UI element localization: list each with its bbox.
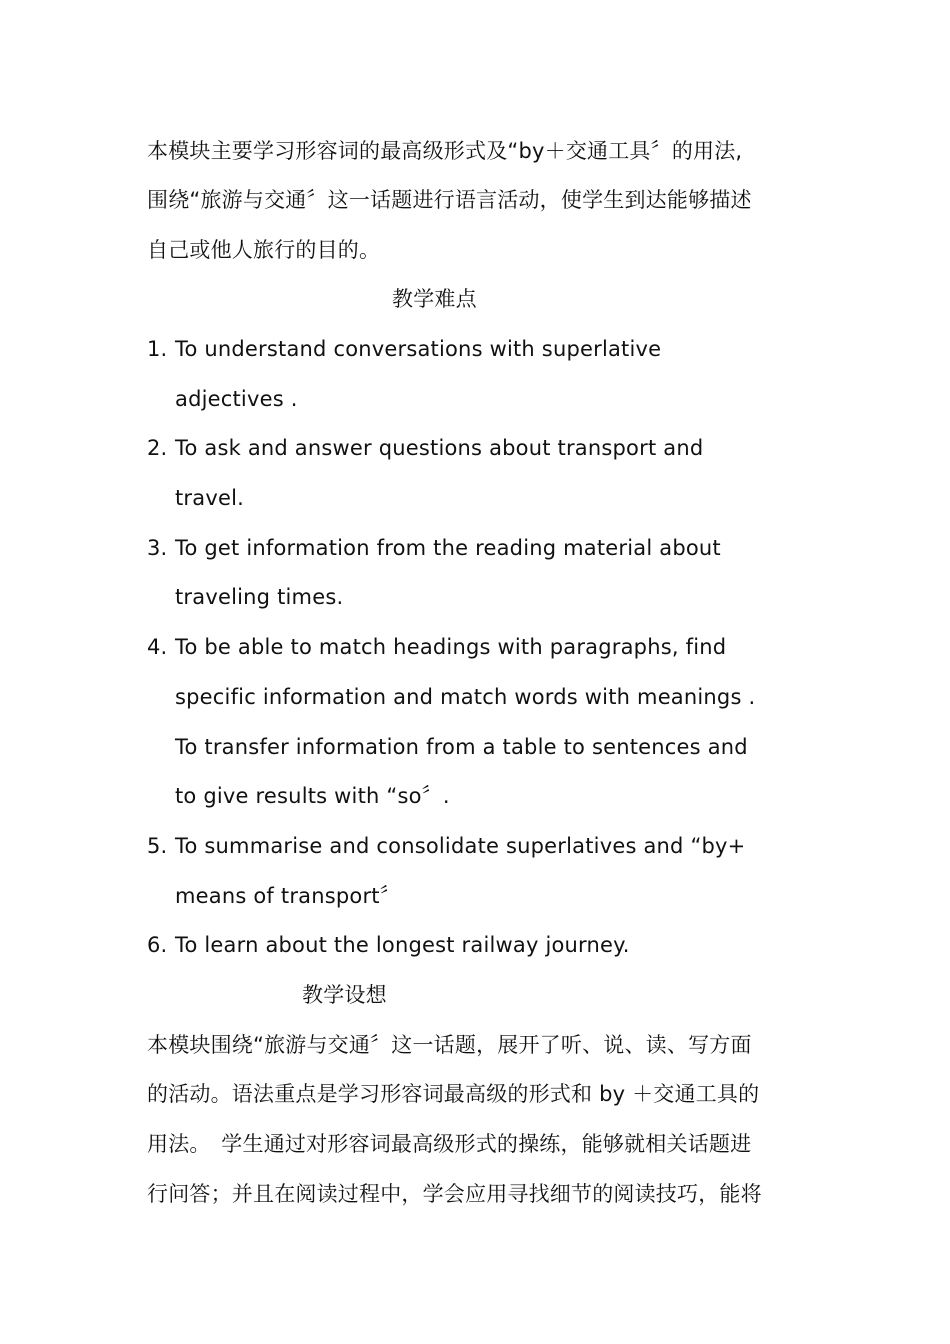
item-text: To be able to match headings with paragraphs, find — [175, 635, 727, 659]
difficulty-item-1-cont: adjectives . — [175, 387, 298, 411]
item-number: 6. — [147, 933, 168, 957]
item-text: To get information from the reading material about — [175, 536, 721, 560]
item-number: 4. — [147, 635, 168, 659]
design-line-1: 本模块围绕“旅游与交通〞这一话题，展开了听、说、读、写方面 — [147, 1033, 752, 1057]
difficulty-item-3-cont: traveling times. — [175, 585, 344, 609]
difficulties-heading: 教学难点 — [392, 287, 477, 311]
design-line-4: 行问答；并且在阅读过程中，学会应用寻找细节的阅读技巧，能将 — [147, 1182, 762, 1206]
difficulty-item-6 — [147, 932, 630, 958]
intro-line-1: 本模块主要学习形容词的最高级形式及“by＋交通工具〞的用法, — [147, 139, 743, 163]
difficulty-item-2-cont: travel. — [175, 486, 244, 510]
difficulty-item-4-cont-3: to give results with “so〞. — [175, 784, 450, 808]
difficulty-item-1 — [147, 336, 661, 362]
item-text: To understand conversations with superlative — [175, 337, 662, 361]
item-text: To ask and answer questions about transport and — [175, 436, 704, 460]
difficulty-item-4-cont-1: specific information and match words with meanings . — [175, 685, 756, 709]
item-text: To summarise and consolidate superlatives and “by+ — [175, 834, 746, 858]
difficulty-item-2 — [147, 435, 703, 461]
difficulty-item-5-cont: means of transport〞 — [175, 884, 401, 908]
design-line-3: 用法。 学生通过对形容词最高级形式的操练，能够就相关话题进 — [147, 1132, 752, 1156]
intro-line-2: 围绕“旅游与交通〞这一话题进行语言活动，使学生到达能够描述 — [147, 188, 752, 212]
difficulty-item-5 — [147, 833, 745, 859]
item-number: 5. — [147, 834, 168, 858]
item-number: 1. — [147, 337, 168, 361]
design-line-2: 的活动。语法重点是学习形容词最高级的形式和 by ＋交通工具的 — [147, 1082, 760, 1106]
design-heading: 教学设想 — [302, 983, 387, 1007]
item-text: To learn about the longest railway journey. — [175, 933, 630, 957]
difficulty-item-4-cont-2: To transfer information from a table to sentences and — [175, 735, 748, 759]
item-number: 3. — [147, 536, 168, 560]
intro-line-3: 自己或他人旅行的目的。 — [147, 238, 381, 262]
difficulty-item-3 — [147, 535, 721, 561]
difficulty-item-4 — [147, 634, 726, 660]
item-number: 2. — [147, 436, 168, 460]
